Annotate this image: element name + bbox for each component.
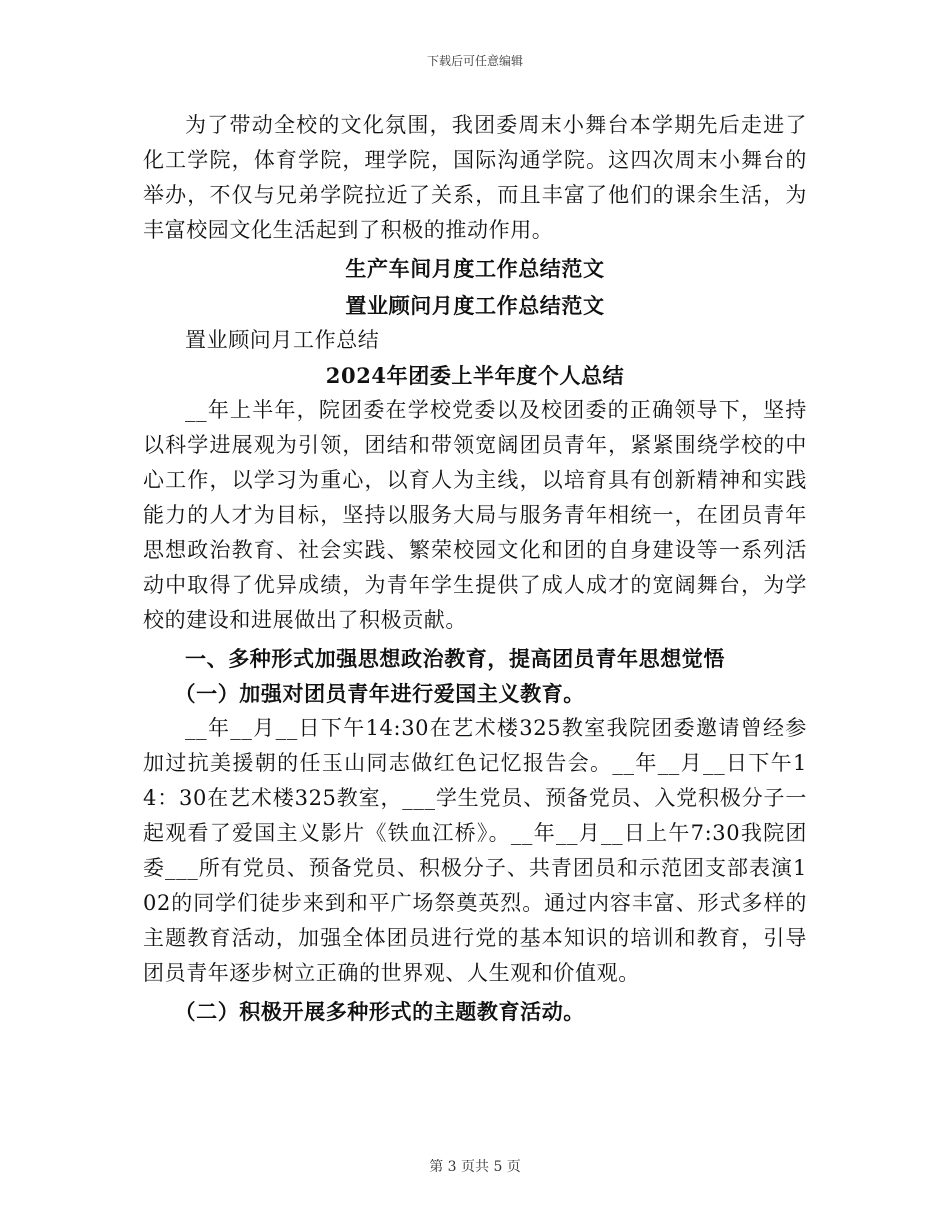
document-body bbox=[143, 108, 807, 1029]
paragraph-consultant-monthly: 置业顾问月工作总结 bbox=[185, 328, 380, 352]
paragraph-half-year-intro: __年上半年，院团委在学校党委以及校团委的正确领导下，坚持以科学进展观为引领，团结和带领宽阔团员青年，紧紧围绕学校的中心工作，以学习为重心，以育人为主线，以培育具有创新精神和实践能力的人才为目标，坚持以服务大局与服务青年相统一，在团员青年思想政治教育、社会实践、繁荣校园文化和团的自身建设等一系列活动中取得了优异成绩，为青年学生提供了成人成才的宽阔舞台，为学校的建设和进展做出了积极贡献。 bbox=[143, 398, 807, 632]
heading-section-one: 一、多种形式加强思想政治教育，提高团员青年思想觉悟 bbox=[185, 646, 725, 671]
page-header-note: 下载后可任意编辑 bbox=[426, 54, 523, 68]
title-workshop-summary: 生产车间月度工作总结范文 bbox=[345, 256, 605, 281]
heading-subsection-one: （一）加强对团员青年进行爱国主义教育。 bbox=[174, 681, 585, 706]
title-league-half-year: 2024年团委上半年度个人总结 bbox=[325, 363, 625, 388]
paragraph-patriotic-education: __年__月__日下午14:30在艺术楼325教室我院团委邀请曾经参加过抗美援朝的任玉山同志做红色记忆报告会。__年__月__日下午14：30在艺术楼325教室，___学生党员、预备党员、入党积极分子一起观看了爱国主义影片《铁血江桥》。__年__月__日上午7:30我院团委___所有党员、预备党员、积极分子、共青团员和示范团支部表演102的同学们徒步来到和平广场祭奠英烈。通过内容丰富、形式多样的主题教育活动，加强全体团员进行党的基本知识的培训和教育，引导团员青年逐步树立正确的世界观、人生观和价值观。 bbox=[143, 716, 807, 985]
paragraph-campus-stage: 为了带动全校的文化氛围，我团委周末小舞台本学期先后走进了化工学院，体育学院，理学院，国际沟通学院。这四次周末小舞台的举办，不仅与兄弟学院拉近了关系，而且丰富了他们的课余生活，为丰富校园文化生活起到了积极的推动作用。 bbox=[143, 113, 807, 242]
title-consultant-summary: 置业顾问月度工作总结范文 bbox=[345, 293, 605, 318]
heading-subsection-two: （二）积极开展多种形式的主题教育活动。 bbox=[174, 999, 585, 1024]
page-number-footer: 第 3 页共 5 页 bbox=[429, 1159, 521, 1175]
